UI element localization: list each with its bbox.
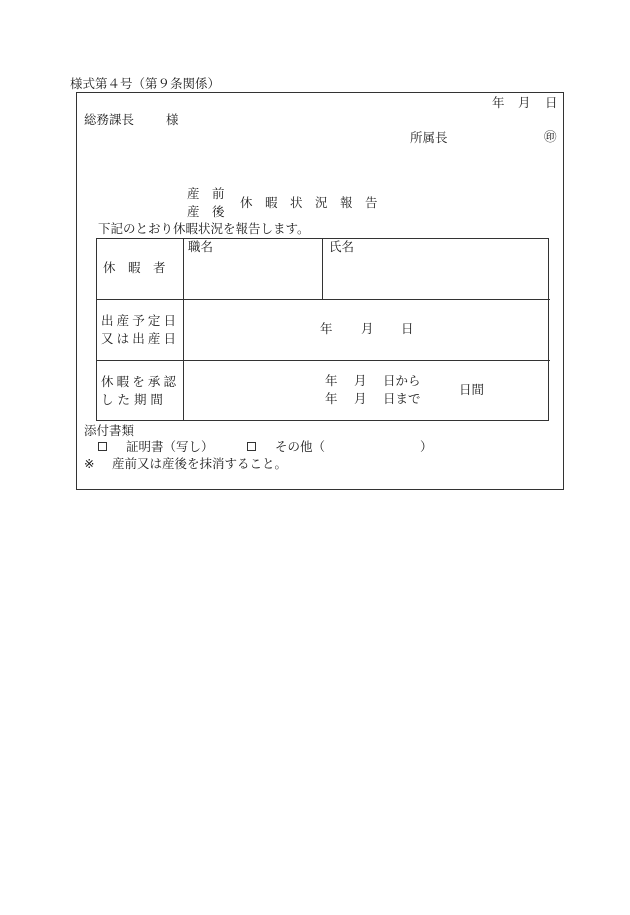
attachment-other-label: その他（: [275, 439, 326, 454]
addressee-honorific: 様: [166, 112, 179, 127]
row-leave-person-label: 休 暇 者: [103, 260, 166, 275]
sender-title: 所属長: [410, 130, 448, 145]
date-year-label: 年: [492, 95, 505, 110]
report-title: 休 暇 状 況 報 告: [240, 195, 378, 210]
table-divider: [97, 360, 550, 361]
due-date-month: 月: [361, 321, 374, 336]
table-divider: [183, 239, 184, 420]
attachments-heading: 添付書類: [84, 423, 135, 438]
title-option-postnatal: 産 後: [187, 204, 225, 219]
note-text: 産前又は産後を抹消すること。: [112, 456, 288, 471]
position-label: 職名: [188, 239, 214, 254]
table-divider: [322, 239, 323, 299]
attachment-other-close: ）: [420, 439, 433, 454]
checkbox-certificate[interactable]: [98, 442, 107, 451]
seal-mark: ㊞: [544, 129, 557, 144]
due-date-day: 日: [401, 321, 414, 336]
name-label: 氏名: [329, 239, 355, 254]
period-from-line: 年 月 日から: [325, 373, 421, 388]
addressee-title: 総務課長: [84, 112, 135, 127]
title-option-prenatal: 産 前: [187, 186, 225, 201]
intro-text: 下記のとおり休暇状況を報告します。: [98, 221, 310, 236]
form-number: 様式第４号（第９条関係）: [70, 76, 221, 91]
checkbox-other[interactable]: [247, 442, 256, 451]
date-month-label: 月: [518, 95, 531, 110]
days-label: 日間: [459, 382, 485, 397]
row-due-date-label-line1: 出産予定日: [101, 313, 180, 328]
row-due-date-label-line2: 又は出産日: [101, 331, 180, 346]
date-day-label: 日: [545, 95, 558, 110]
row-approved-period-label-line1: 休暇を承認: [101, 374, 180, 389]
row-approved-period-label-line2: し た 期 間: [101, 392, 163, 407]
table-divider: [97, 299, 550, 300]
note-mark: ※: [84, 456, 95, 471]
period-to-line: 年 月 日まで: [325, 391, 421, 406]
due-date-year: 年: [320, 321, 333, 336]
attachment-certificate-label: 証明書（写し）: [126, 439, 214, 454]
